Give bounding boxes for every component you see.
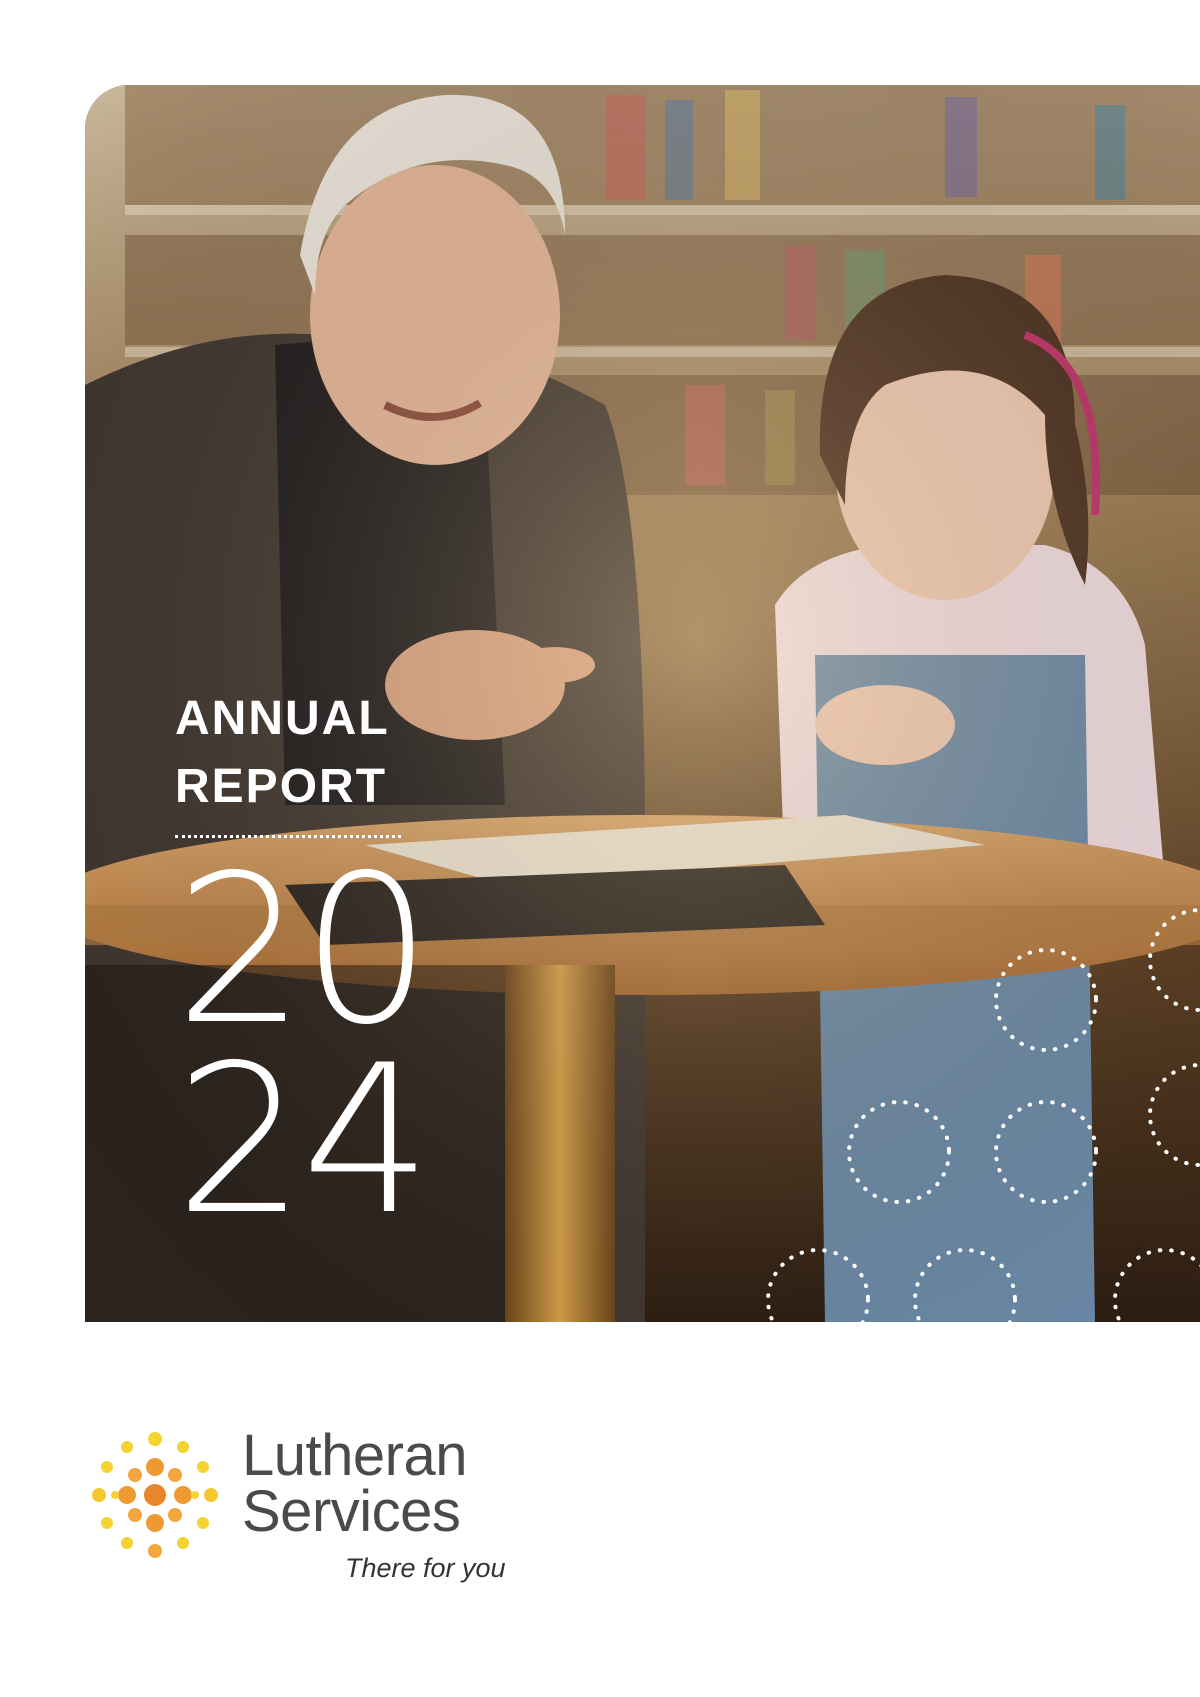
sun-dots-logo-icon xyxy=(85,1425,225,1565)
brand-name-line-2: Services xyxy=(242,1479,461,1544)
brand-name xyxy=(242,1423,467,1544)
brand-tagline: There for you xyxy=(345,1553,506,1583)
title-report: REPORT xyxy=(175,760,388,813)
year-bottom: 24 xyxy=(175,1022,428,1260)
year-top: 20 xyxy=(175,832,428,1070)
title-annual: ANNUAL xyxy=(175,692,390,745)
year xyxy=(175,832,428,1260)
brand-name-line-1: Lutheran xyxy=(242,1423,467,1488)
cover-photo xyxy=(85,85,1200,1322)
lutheran-services-logo xyxy=(85,1425,555,1595)
cover-title xyxy=(175,685,428,1260)
